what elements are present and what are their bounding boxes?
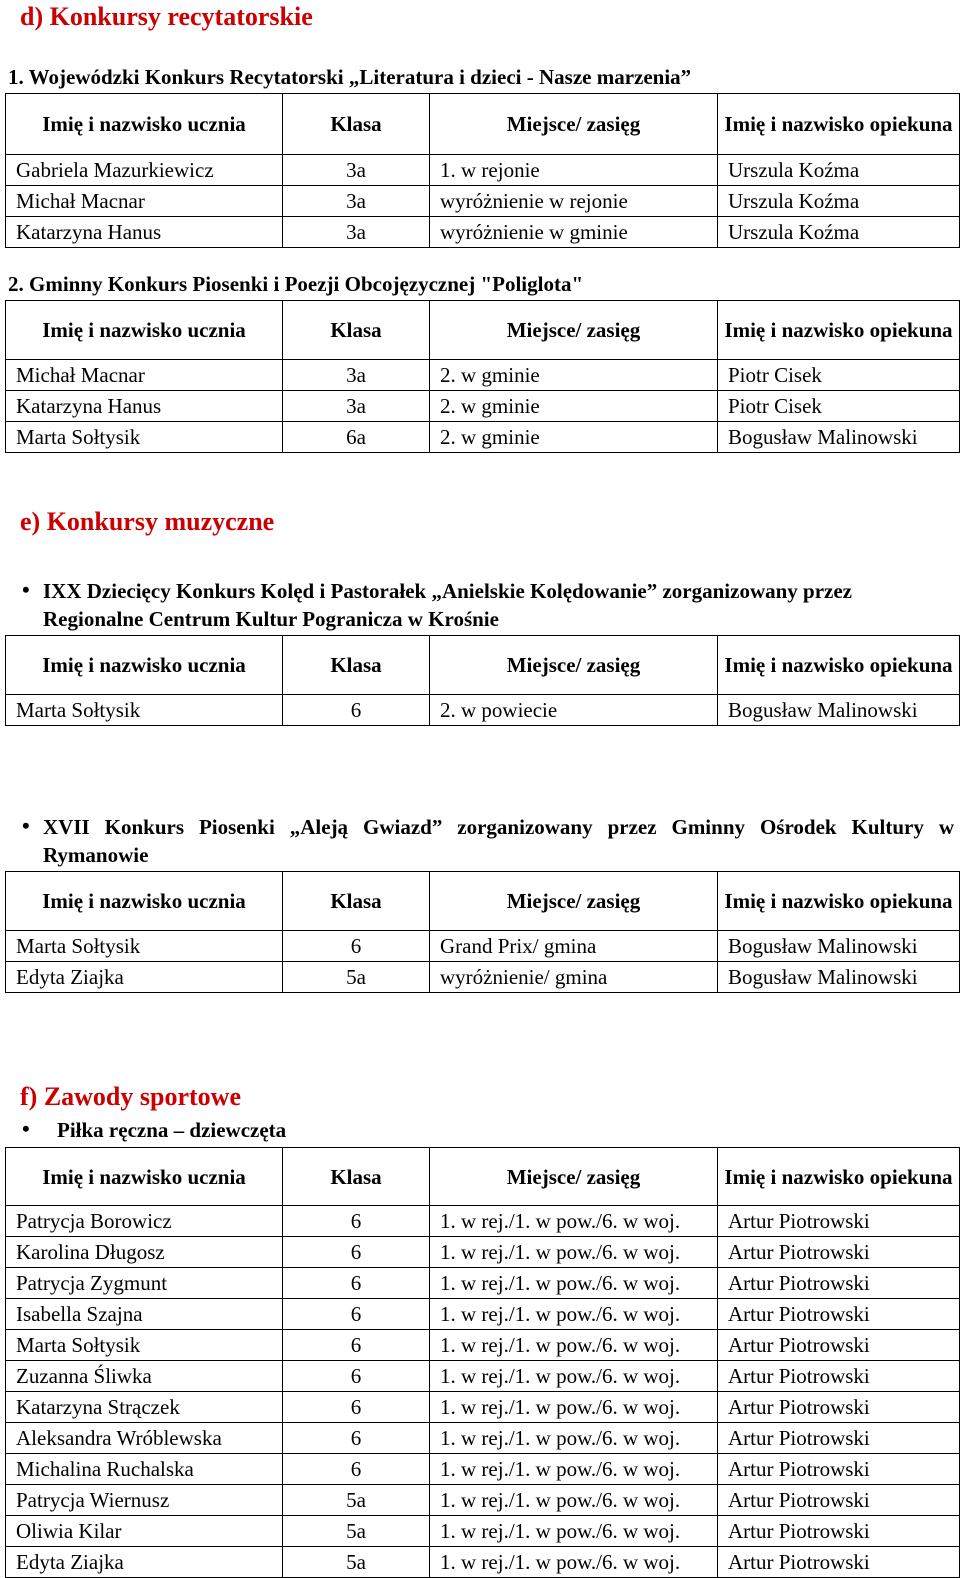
- table-row: [6, 186, 960, 217]
- student-name-cell: Michał Macnar: [6, 186, 283, 217]
- class-cell: 3a: [283, 391, 430, 422]
- class-cell: 6: [283, 931, 430, 962]
- place-cell: 1. w rej./1. w pow./6. w woj.: [430, 1454, 718, 1485]
- tutor-cell: Artur Piotrowski: [718, 1206, 960, 1237]
- header-tutor: Imię i nazwisko opiekuna: [718, 94, 960, 155]
- place-cell: 2. w gminie: [430, 391, 718, 422]
- table-row: [6, 1485, 960, 1516]
- student-name-cell: Patrycja Wiernusz: [6, 1485, 283, 1516]
- header-place: Miejsce/ zasięg: [430, 872, 718, 931]
- tutor-cell: Artur Piotrowski: [718, 1330, 960, 1361]
- place-cell: 2. w gminie: [430, 422, 718, 453]
- student-name-cell: Marta Sołtysik: [6, 422, 283, 453]
- section-heading-f: f) Zawody sportowe: [20, 1082, 241, 1111]
- bullet-icon: •: [22, 577, 30, 602]
- tutor-cell: Artur Piotrowski: [718, 1516, 960, 1547]
- header-class: Klasa: [283, 301, 430, 360]
- competition-title-e2: XVII Konkurs Piosenki „Aleją Gwiazd” zorganizowany przez Gminny Ośrodek Kultury w Rymanowie: [43, 815, 954, 867]
- tutor-cell: Artur Piotrowski: [718, 1299, 960, 1330]
- table-row: [6, 931, 960, 962]
- table-header-row: [6, 1148, 960, 1206]
- header-class: Klasa: [283, 872, 430, 931]
- tutor-cell: Artur Piotrowski: [718, 1485, 960, 1516]
- student-name-cell: Edyta Ziajka: [6, 962, 283, 993]
- place-cell: 1. w rej./1. w pow./6. w woj.: [430, 1423, 718, 1454]
- competition-title-d1: 1. Wojewódzki Konkurs Recytatorski „Literatura i dzieci - Nasze marzenia”: [8, 65, 692, 89]
- header-place: Miejsce/ zasięg: [430, 1148, 718, 1206]
- table-row: [6, 1454, 960, 1485]
- table-body: [6, 1206, 960, 1578]
- tutor-cell: Artur Piotrowski: [718, 1361, 960, 1392]
- class-cell: 6: [283, 695, 430, 726]
- table-row: [6, 217, 960, 248]
- tutor-cell: Piotr Cisek: [718, 360, 960, 391]
- class-cell: 3a: [283, 360, 430, 391]
- tutor-cell: Artur Piotrowski: [718, 1423, 960, 1454]
- table-row: [6, 962, 960, 993]
- place-cell: wyróżnienie w rejonie: [430, 186, 718, 217]
- table-row: [6, 360, 960, 391]
- bullet-icon: •: [22, 1116, 30, 1141]
- results-table-e1: [5, 635, 960, 726]
- table-row: [6, 422, 960, 453]
- table-header-row: [6, 301, 960, 360]
- student-name-cell: Patrycja Zygmunt: [6, 1268, 283, 1299]
- class-cell: 6: [283, 1361, 430, 1392]
- header-tutor: Imię i nazwisko opiekuna: [718, 872, 960, 931]
- student-name-cell: Oliwia Kilar: [6, 1516, 283, 1547]
- student-name-cell: Katarzyna Hanus: [6, 391, 283, 422]
- header-class: Klasa: [283, 636, 430, 695]
- header-class: Klasa: [283, 1148, 430, 1206]
- tutor-cell: Urszula Koźma: [718, 186, 960, 217]
- student-name-cell: Zuzanna Śliwka: [6, 1361, 283, 1392]
- student-name-cell: Michał Macnar: [6, 360, 283, 391]
- header-class: Klasa: [283, 94, 430, 155]
- place-cell: wyróżnienie/ gmina: [430, 962, 718, 993]
- tutor-cell: Artur Piotrowski: [718, 1268, 960, 1299]
- section-heading-d: d) Konkursy recytatorskie: [20, 2, 313, 31]
- table-header-row: [6, 94, 960, 155]
- tutor-cell: Bogusław Malinowski: [718, 962, 960, 993]
- class-cell: 3a: [283, 186, 430, 217]
- class-cell: 6: [283, 1454, 430, 1485]
- table-row: [6, 1299, 960, 1330]
- header-place: Miejsce/ zasięg: [430, 94, 718, 155]
- tutor-cell: Artur Piotrowski: [718, 1547, 960, 1578]
- header-student: Imię i nazwisko ucznia: [6, 636, 283, 695]
- place-cell: Grand Prix/ gmina: [430, 931, 718, 962]
- results-table-d2: [5, 300, 960, 453]
- table-row: [6, 1237, 960, 1268]
- table-row: [6, 1206, 960, 1237]
- table-row: [6, 1361, 960, 1392]
- place-cell: 2. w gminie: [430, 360, 718, 391]
- tutor-cell: Artur Piotrowski: [718, 1237, 960, 1268]
- class-cell: 5a: [283, 1516, 430, 1547]
- place-cell: 1. w rej./1. w pow./6. w woj.: [430, 1547, 718, 1578]
- class-cell: 6: [283, 1268, 430, 1299]
- student-name-cell: Patrycja Borowicz: [6, 1206, 283, 1237]
- results-table-f1: [5, 1147, 960, 1578]
- class-cell: 6a: [283, 422, 430, 453]
- place-cell: 1. w rej./1. w pow./6. w woj.: [430, 1361, 718, 1392]
- table-row: [6, 1547, 960, 1578]
- tutor-cell: Bogusław Malinowski: [718, 931, 960, 962]
- competition-title-f1: Piłka ręczna – dziewczęta: [57, 1118, 287, 1142]
- section-heading-e: e) Konkursy muzyczne: [20, 507, 275, 536]
- class-cell: 6: [283, 1330, 430, 1361]
- tutor-cell: Bogusław Malinowski: [718, 422, 960, 453]
- competition-title-e1: IXX Dziecięcy Konkurs Kolęd i Pastorałek „Anielskie Kolędowanie” zorganizowany przez Regionalne Centrum Kultur Pogranicza w Krośnie: [43, 579, 853, 631]
- table-header-row: [6, 636, 960, 695]
- table-row: [6, 1268, 960, 1299]
- place-cell: 1. w rej./1. w pow./6. w woj.: [430, 1206, 718, 1237]
- student-name-cell: Marta Sołtysik: [6, 931, 283, 962]
- results-table-d1: [5, 93, 960, 248]
- tutor-cell: Artur Piotrowski: [718, 1392, 960, 1423]
- table-body: [6, 360, 960, 453]
- tutor-cell: Piotr Cisek: [718, 391, 960, 422]
- header-student: Imię i nazwisko ucznia: [6, 301, 283, 360]
- table-row: [6, 1330, 960, 1361]
- place-cell: 1. w rej./1. w pow./6. w woj.: [430, 1330, 718, 1361]
- header-student: Imię i nazwisko ucznia: [6, 94, 283, 155]
- table-row: [6, 391, 960, 422]
- class-cell: 6: [283, 1299, 430, 1330]
- student-name-cell: Aleksandra Wróblewska: [6, 1423, 283, 1454]
- class-cell: 6: [283, 1206, 430, 1237]
- place-cell: 1. w rej./1. w pow./6. w woj.: [430, 1392, 718, 1423]
- results-table-e2: [5, 871, 960, 993]
- table-row: [6, 1516, 960, 1547]
- class-cell: 3a: [283, 155, 430, 186]
- place-cell: 1. w rej./1. w pow./6. w woj.: [430, 1299, 718, 1330]
- table-row: [6, 695, 960, 726]
- tutor-cell: Urszula Koźma: [718, 155, 960, 186]
- tutor-cell: Urszula Koźma: [718, 217, 960, 248]
- place-cell: 2. w powiecie: [430, 695, 718, 726]
- bullet-icon: •: [22, 813, 30, 838]
- class-cell: 5a: [283, 962, 430, 993]
- student-name-cell: Marta Sołtysik: [6, 695, 283, 726]
- table-header-row: [6, 872, 960, 931]
- place-cell: 1. w rej./1. w pow./6. w woj.: [430, 1485, 718, 1516]
- place-cell: 1. w rejonie: [430, 155, 718, 186]
- table-body: [6, 155, 960, 248]
- tutor-cell: Bogusław Malinowski: [718, 695, 960, 726]
- table-row: [6, 1392, 960, 1423]
- header-student: Imię i nazwisko ucznia: [6, 1148, 283, 1206]
- class-cell: 6: [283, 1237, 430, 1268]
- header-tutor: Imię i nazwisko opiekuna: [718, 636, 960, 695]
- header-tutor: Imię i nazwisko opiekuna: [718, 1148, 960, 1206]
- student-name-cell: Katarzyna Strączek: [6, 1392, 283, 1423]
- place-cell: wyróżnienie w gminie: [430, 217, 718, 248]
- class-cell: 3a: [283, 217, 430, 248]
- student-name-cell: Marta Sołtysik: [6, 1330, 283, 1361]
- class-cell: 5a: [283, 1485, 430, 1516]
- student-name-cell: Isabella Szajna: [6, 1299, 283, 1330]
- header-place: Miejsce/ zasięg: [430, 636, 718, 695]
- student-name-cell: Michalina Ruchalska: [6, 1454, 283, 1485]
- class-cell: 6: [283, 1423, 430, 1454]
- header-student: Imię i nazwisko ucznia: [6, 872, 283, 931]
- class-cell: 5a: [283, 1547, 430, 1578]
- tutor-cell: Artur Piotrowski: [718, 1454, 960, 1485]
- table-row: [6, 155, 960, 186]
- table-body: [6, 695, 960, 726]
- student-name-cell: Katarzyna Hanus: [6, 217, 283, 248]
- header-place: Miejsce/ zasięg: [430, 301, 718, 360]
- competition-title-d2: 2. Gminny Konkurs Piosenki i Poezji Obcojęzycznej "Poliglota": [8, 272, 584, 296]
- class-cell: 6: [283, 1392, 430, 1423]
- place-cell: 1. w rej./1. w pow./6. w woj.: [430, 1268, 718, 1299]
- table-body: [6, 931, 960, 993]
- table-row: [6, 1423, 960, 1454]
- student-name-cell: Karolina Długosz: [6, 1237, 283, 1268]
- student-name-cell: Gabriela Mazurkiewicz: [6, 155, 283, 186]
- header-tutor: Imię i nazwisko opiekuna: [718, 301, 960, 360]
- place-cell: 1. w rej./1. w pow./6. w woj.: [430, 1237, 718, 1268]
- place-cell: 1. w rej./1. w pow./6. w woj.: [430, 1516, 718, 1547]
- student-name-cell: Edyta Ziajka: [6, 1547, 283, 1578]
